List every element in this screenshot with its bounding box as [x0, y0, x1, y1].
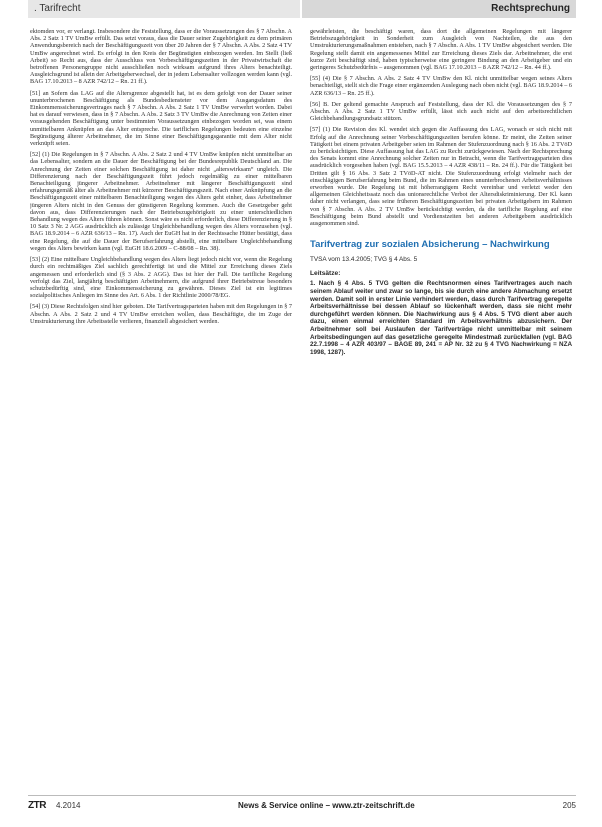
paragraph: ektomden vor, er verlangt. Insbesondere die Feststellung, dass er die Voraussetzungen des § 7 Abschn. A Abs. 2 Satz 1 TV UmBw erfüllt. Das setzt voraus, dass die Dauer seiner Zugehörigkeit zu dem primären Anwendungsbereich nach der Beschäftigungszeit von über 20 Jahren der § 7 Abschn. A Abs. 2 Satz 4 TV UmBw angerechnet wird. Es erfolgt in den Kreis der Begünstigten einbezogen werden. Im Stellt (ließ Arbeit) so Recht aus, dass der Ausschluss von Vorbeschäftigungszeiten in der Privatwirtschaft die betroffenen Personengruppe nicht ausschließen noch wirksam aufgrund ihres Alters benachteiligt. Ausgleichsgrund ist allein der Arbeitgeberwechsel, der in jedem Lebensalter vollzogen werden kann (vgl. BAG 17.10.2013 – 8 AZR 742/12 – Rn. 21 ff.).	[30, 28, 292, 86]
legal-reference: TVSA vom 13.4.2005; TVG § 4 Abs. 5	[310, 256, 418, 264]
right-text-column	[310, 28, 572, 788]
paragraph: [53] (2) Eine mittelbare Ungleichbehandlung wegen des Alters liegt jedoch nicht vor, wenn die Regelung durch ein rechtmäßiges Ziel sachlich gerechtfertigt ist und die Mittel zur Erreichung dieses Ziels angemessen und erforderlich sind (§ 3 Abs. 2 AGG). Das ist hier der Fall. Die tarifliche Regelung verfolgt das Ziel, langjährig beschäftigten Arbeitnehmern, die aufgrund ihrer Betriebstreue besonders schutzbedürftig sind, eine Einkommenssicherung zu gewähren. Dieses Ziel ist ein legitimes sozialpolitisches Anliegen im Sinne des Art. 6 Abs. 1 der Richtlinie 2000/78/EG.	[30, 256, 292, 300]
page-number: 205	[562, 801, 576, 810]
section-heading: Tarifvertrag zur sozialen Absicherung – Nachwirkung	[310, 239, 550, 251]
left-text-column	[30, 28, 292, 788]
paragraph: [54] (3) Diese Rechtsfolgen sind hier geboten. Die Tarifvertragsparteien haben mit den Regelungen in § 7 Abschn. A Abs. 2 Satz 2 und 4 TV UmBw erreichen wollen, dass Beschäftigte, die im Zuge der Umstrukturierung ihre Arbeitsstelle verlieren, finanziell abgesichert werden.	[30, 303, 292, 325]
paragraph: [57] (1) Die Revision des Kl. wendet sich gegen die Auffassung des LAG, wonach er sich nicht mit Erfolg auf die Anrechnung seiner Vorbeschäftigungszeiten berufen könne. Er meint, die Zeiten seiner Tätigkeit bei einem privaten Arbeitgeber seien im Rahmen der Stufenzuordnung nach § 16 Abs. 2 TVöD zu berücksichtigen. Diese Auffassung hat das LAG zu Recht zurückgewiesen. Nach der Rechtsprechung des Senats kommt eine Anrechnung solcher Zeiten nur in Betracht, wenn die Tarifvertragsparteien dies ausdrücklich vorgesehen haben (vgl. BAG 15.5.2013 – 4 AZR 438/11 – Rn. 24 ff.). Für die Tätigkeit bei Dritten gilt § 16 Abs. 3 Satz 2 TVöD-AT nicht. Die Stufenzuordnung erfolgt vielmehr nach der einschlägigen Berufserfahrung beim Bund, die im Rahmen eines ununterbrochenen Arbeitsverhältnisses erworben wurde. Die Regelung ist mit höherrangigem Recht vereinbar und verletzt weder den allgemeinen Gleichheitssatz noch das unionsrechtliche Verbot der Altersdiskriminierung. Der Kl. kann daher nicht verlangen, dass seine früheren Beschäftigungszeiten bei privaten Arbeitgebern im Rahmen von § 7 Abschn. A Abs. 2 TV UmBw berücksichtigt werden, da die tarifliche Regelung auf eine Beschäftigung beim Bund abstellt und Vordienstzeiten bei anderen Arbeitgebern ausdrücklich ausgenommen sind.	[310, 126, 572, 228]
issue-number: 4.2014	[56, 801, 81, 810]
journal-logo: ZTR	[28, 800, 46, 811]
header-category-label: Rechtsprechung	[302, 0, 576, 18]
guiding-principles-text: 1. Nach § 4 Abs. 5 TVG gelten die Rechtsnormen eines Tarifvertrages auch nach seinem Ablauf weiter und zwar so lange, bis sie durch eine andere Abmachung ersetzt werden. Damit soll in erster Linie verhindert werden, dass durch Tarifvertrag geregelte Arbeitsverhältnisse bei dessen Ablauf so lückenhaft werden, dass sie nicht mehr durchgeführt werden können. Die Nachwirkung aus § 4 Abs. 5 TVG dient aber auch dazu, einen einmal erreichten Standard im Arbeitsverhältnis abzusichern. Der Arbeitnehmer soll bei Auslaufen der Tarifverträge nicht unmittelbar mit seinem Arbeitsbedingungen auf das gesetzliche geregelte Mindestmaß zurückfallen (vgl. BAG 22.7.1998 – 4 AZR 403/97 – BAGE 89, 241 = AP Nr. 32 zu § 4 TVG Nachwirkung = NZA 1998, 1287).	[310, 280, 572, 356]
website-link[interactable]: News & Service online – www.ztr-zeitschrift.de	[238, 801, 415, 810]
page-footer	[28, 795, 576, 814]
header-section-label: . Tarifrecht	[28, 0, 300, 18]
paragraph: [56] B. Der geltend gemachte Anspruch auf Feststellung, dass der Kl. die Voraussetzungen des § 7 Abschn. A Abs. 2 Satz 1 TV UmBw erfüllt, lässt sich auch nicht auf den arbeitsrechtlichen Gleichbehandlungsgrundsatz stützen.	[310, 100, 572, 123]
page-header	[0, 0, 602, 18]
paragraph: [51] an Sofern das LAG auf die Altersgrenze abgestellt hat, ist es dem gefolgt von der Dauer seiner ununterbrochenen Beschäftigung als Bundesbediensteter vor dem Ausgangsdatum des Einkommenssicherungsvertrages nach § 7 Abschn. A Abs. 2 Satz 1 TV UmBw verwehrt worden. Dabei hat es darauf verwiesen, dass in § 7 Abschn. A Abs. 2 Satz 3 TV UmBw die Anrechnung von Zeiten einer vorausgehenden Beschäftigung unter bestimmten Voraussetzungen einbezogen worden sei, was einem unmittelbaren Anknüpfen an das Alter entspreche. Die tariflichen Regelungen bedeuten eine einzelne Begünstigung älterer Arbeitnehmer, die im Sinne einer Beschäftigungsgarantie mit dem Alter nicht verknüpft seien.	[30, 89, 292, 148]
guiding-principles-heading: Leitsätze:	[310, 270, 341, 278]
paragraph: gewährleisten, die beschäftigt waren, dass dort die allgemeinen Regelungen mit längerer Betriebszugehörigkeit in Sonderheit zum Ausgleich von Nachteilen, die aus den Umstrukturierungsmaßnahmen entstehen, nach § 7 Abschn. A Abs. 1 TV UmBw abgesichert werden. Die Regelung stellt damit ein angemessenes Mittel zur Erreichung dieses Ziels dar. Arbeitnehmer, die erst kurze Zeit beschäftigt sind, haben typischerweise eine geringere Bindung an den Arbeitgeber und ein geringeres Schutzbedürfnis – ausgenommen (vgl. BAG 17.10.2013 – 8 AZR 742/12 – Rn. 44 ff.).	[310, 28, 572, 72]
paragraph: [55] (4) Die § 7 Abschn. A Abs. 2 Satz 4 TV UmBw den Kl. nicht unmittelbar wegen seines Alters benachteiligt, stellt sich die Frage einer ergänzenden Auslegung nach oben nicht (vgl. BAG 18.9.2014 – 6 AZR 636/13 – Rn. 25 ff.).	[310, 75, 572, 97]
paragraph: [52] (1) Die Regelungen in § 7 Abschn. A Abs. 2 Satz 2 und 4 TV UmBw knüpfen nicht unmittelbar an das Lebensalter, sondern an die Dauer der Beschäftigung bei der Bundesrepublik Deutschland an. Die Anrechnung der Zeiten einer solchen Beschäftigung ist daher nicht „alterswirksam“ ungleich. Die Differenzierung nach der Beschäftigungszeit führt jedoch regelmäßig zu einer mittelbaren Benachteiligung jüngerer Arbeitnehmer. Arbeitnehmer mit längerer Beschäftigungszeit sind erfahrungsgemäß älter als Arbeitnehmer mit kürzerer Beschäftigungszeit. Nach einer Anknüpfung an die Beschäftigungszeit einer mittelbaren Benachteiligung wegen des Alters geht einher, dass Arbeitnehmer jüngeren Alters nicht in den Genuss der günstigeren Regelung kommen. Auch die Gesetzgeber geht davon aus, dass Differenzierungen nach der Betriebszugehörigkeit zu einer unterschiedlichen Behandlung wegen des Alters führen können. Sonst wäre es nicht erforderlich, diese Differenzierung in § 10 Satz 3 Nr. 2 AGG ausdrücklich als zulässige Ungleichbehandlung wegen des Alters vorzusehen (vgl. BAG 18.9.2014 – 6 AZR 636/13 – Rn. 17). Auch der EuGH hat in der Rechtssache Hütter bestätigt, dass eine Regelung, die auf die Dauer der Berufserfahrung abstellt, eine mittelbare Ungleichbehandlung wegen des Alters bewirken kann (vgl. EuGH 18.6.2009 – C-88/08 – Rn. 38).	[30, 151, 292, 252]
